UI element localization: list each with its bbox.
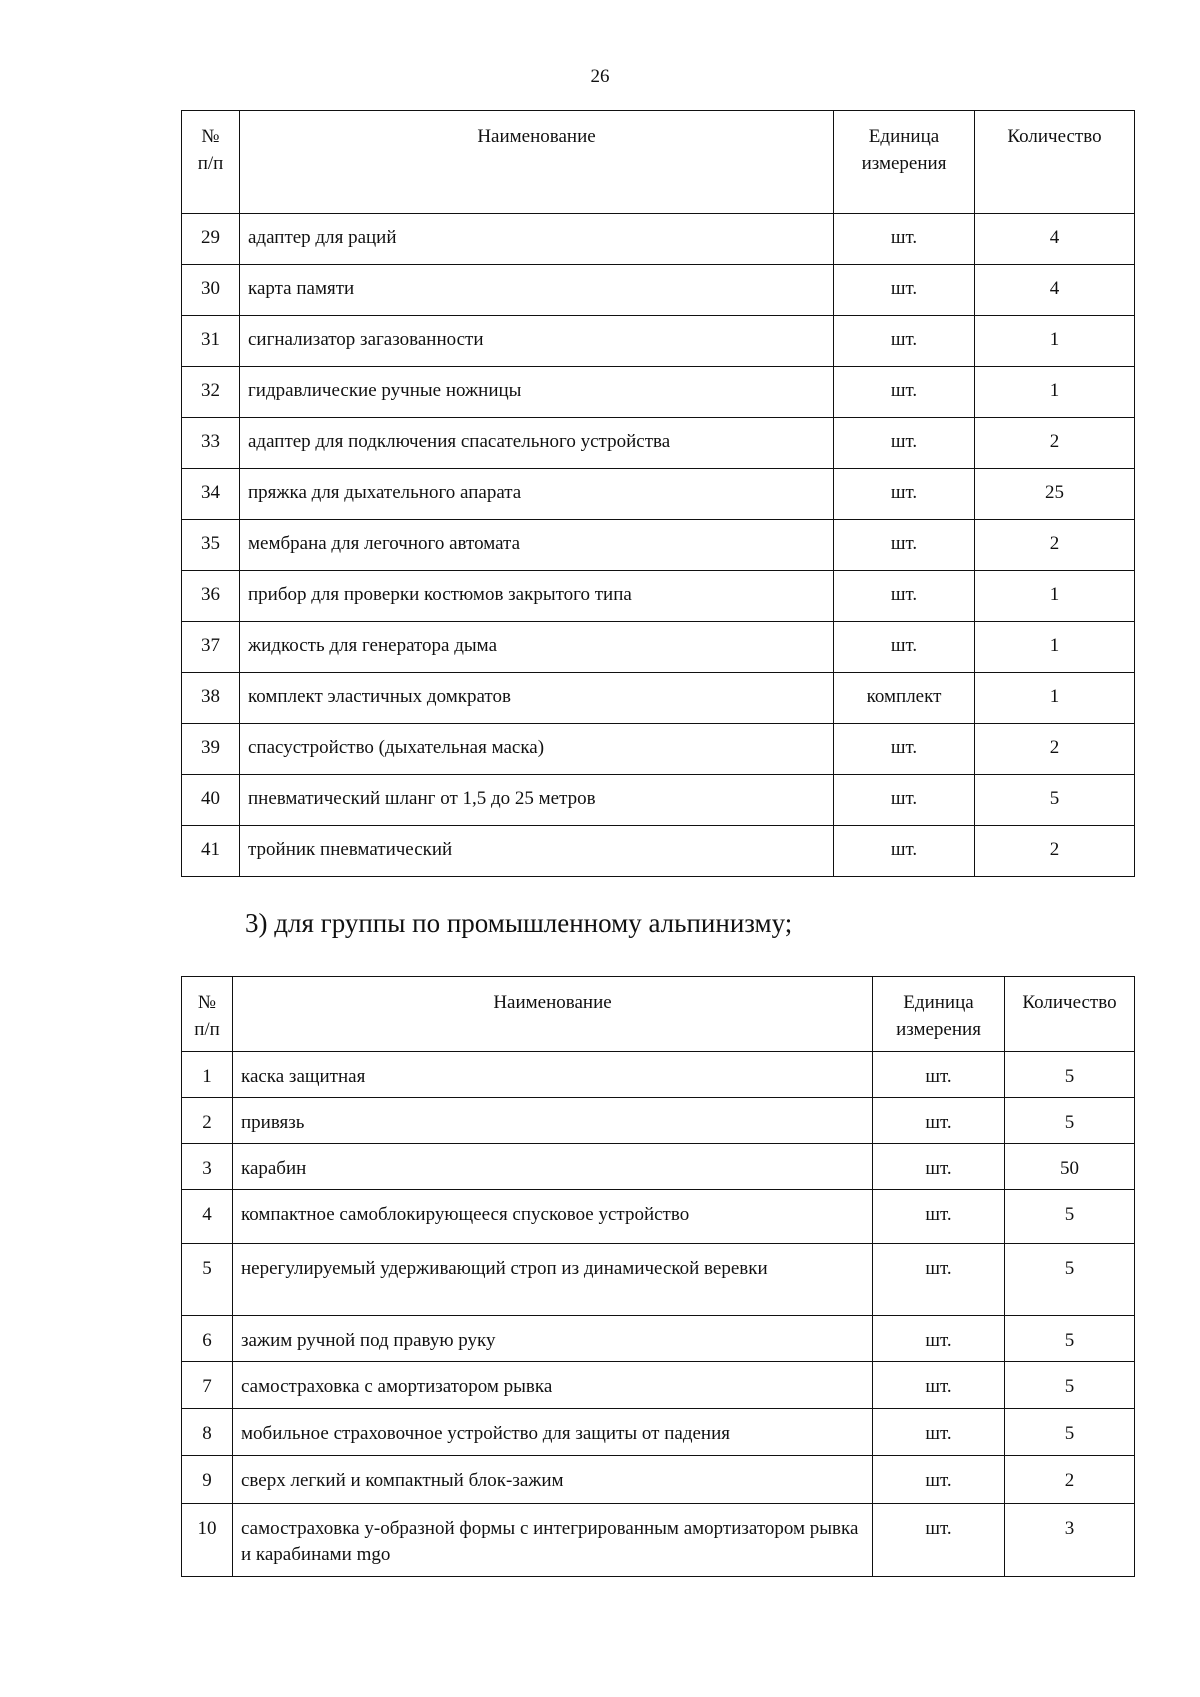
item-unit: шт. <box>873 1504 1005 1577</box>
item-name: комплект эластичных домкратов <box>240 673 834 724</box>
item-name: компактное самоблокирующееся спусковое устройство <box>233 1190 873 1244</box>
table-row <box>182 1190 1135 1244</box>
header-quantity <box>1005 977 1135 1052</box>
item-name: самостраховка с амортизатором рывка <box>233 1362 873 1409</box>
item-unit: шт. <box>873 1409 1005 1456</box>
table-row <box>182 1362 1135 1409</box>
table-row <box>182 1316 1135 1362</box>
section-heading: 3) для группы по промышленному альпинизму; <box>245 908 793 938</box>
item-unit: шт. <box>873 1098 1005 1144</box>
item-unit: комплект <box>834 673 975 724</box>
table-row <box>182 571 1135 622</box>
item-name: пневматический шланг от 1,5 до 25 метров <box>240 775 834 826</box>
item-name: мембрана для легочного автомата <box>240 520 834 571</box>
item-unit: шт. <box>873 1316 1005 1362</box>
table-row <box>182 724 1135 775</box>
item-unit: шт. <box>834 418 975 469</box>
item-name: самостраховка у-образной формы с интегрированным амортизатором рывка и карабинами mgo <box>233 1504 873 1577</box>
header-quantity-label: Количество <box>1007 126 1102 147</box>
table-row <box>182 673 1135 724</box>
item-number: 31 <box>182 316 240 367</box>
item-quantity: 50 <box>1005 1144 1135 1190</box>
item-number: 9 <box>182 1456 233 1504</box>
item-number: 3 <box>182 1144 233 1190</box>
item-name: сверх легкий и компактный блок-зажим <box>233 1456 873 1504</box>
header-unit <box>873 977 1005 1052</box>
item-name: карабин <box>233 1144 873 1190</box>
item-number: 6 <box>182 1316 233 1362</box>
table-row <box>182 265 1135 316</box>
item-number: 33 <box>182 418 240 469</box>
item-name: каска защитная <box>233 1052 873 1098</box>
table-body <box>182 1052 1135 1577</box>
header-name-label: Наименование <box>477 126 596 147</box>
item-quantity: 1 <box>975 622 1135 673</box>
item-unit: шт. <box>834 724 975 775</box>
table-row <box>182 826 1135 877</box>
item-number: 38 <box>182 673 240 724</box>
item-number: 30 <box>182 265 240 316</box>
item-quantity: 2 <box>975 418 1135 469</box>
item-quantity: 2 <box>1005 1456 1135 1504</box>
item-unit: шт. <box>834 826 975 877</box>
item-name: тройник пневматический <box>240 826 834 877</box>
item-unit: шт. <box>834 214 975 265</box>
item-quantity: 1 <box>975 673 1135 724</box>
item-unit: шт. <box>834 775 975 826</box>
item-quantity: 1 <box>975 571 1135 622</box>
item-name: жидкость для генератора дыма <box>240 622 834 673</box>
item-number: 29 <box>182 214 240 265</box>
item-quantity: 5 <box>1005 1409 1135 1456</box>
item-number: 2 <box>182 1098 233 1144</box>
equipment-table-2 <box>181 976 1135 1577</box>
table-row <box>182 520 1135 571</box>
table-row <box>182 469 1135 520</box>
item-quantity: 4 <box>975 214 1135 265</box>
item-unit: шт. <box>873 1052 1005 1098</box>
item-unit: шт. <box>834 520 975 571</box>
item-unit: шт. <box>873 1362 1005 1409</box>
header-quantity <box>975 111 1135 214</box>
table-row <box>182 316 1135 367</box>
item-quantity: 3 <box>1005 1504 1135 1577</box>
item-quantity: 5 <box>975 775 1135 826</box>
item-number: 41 <box>182 826 240 877</box>
header-name <box>233 977 873 1052</box>
table-row <box>182 1456 1135 1504</box>
table-row <box>182 1144 1135 1190</box>
item-unit: шт. <box>873 1244 1005 1316</box>
item-name: гидравлические ручные ножницы <box>240 367 834 418</box>
table-row <box>182 1052 1135 1098</box>
table-header-row <box>182 977 1135 1052</box>
item-quantity: 5 <box>1005 1362 1135 1409</box>
item-unit: шт. <box>834 265 975 316</box>
item-unit: шт. <box>834 622 975 673</box>
header-number <box>182 977 233 1052</box>
item-unit: шт. <box>834 316 975 367</box>
item-number: 5 <box>182 1244 233 1316</box>
header-unit-label: Единица измерения <box>861 126 947 174</box>
table-header-row <box>182 111 1135 214</box>
table-row <box>182 1409 1135 1456</box>
item-quantity: 1 <box>975 367 1135 418</box>
header-unit <box>834 111 975 214</box>
item-unit: шт. <box>834 571 975 622</box>
item-number: 37 <box>182 622 240 673</box>
item-quantity: 5 <box>1005 1244 1135 1316</box>
header-quantity-label: Количество <box>1022 992 1117 1013</box>
table-row <box>182 214 1135 265</box>
table-row <box>182 418 1135 469</box>
item-number: 7 <box>182 1362 233 1409</box>
item-number: 8 <box>182 1409 233 1456</box>
item-quantity: 2 <box>975 826 1135 877</box>
item-quantity: 25 <box>975 469 1135 520</box>
item-name: адаптер для подключения спасательного устройства <box>240 418 834 469</box>
equipment-table-1 <box>181 110 1135 877</box>
page-number: 26 <box>590 66 610 87</box>
item-unit: шт. <box>873 1144 1005 1190</box>
item-number: 36 <box>182 571 240 622</box>
header-unit-label: Единица измерения <box>896 992 981 1040</box>
item-quantity: 2 <box>975 724 1135 775</box>
item-name: привязь <box>233 1098 873 1144</box>
item-number: 35 <box>182 520 240 571</box>
table-row <box>182 367 1135 418</box>
item-name: адаптер для раций <box>240 214 834 265</box>
table-row <box>182 775 1135 826</box>
item-unit: шт. <box>834 469 975 520</box>
item-name: карта памяти <box>240 265 834 316</box>
item-name: спасустройство (дыхательная маска) <box>240 724 834 775</box>
item-quantity: 2 <box>975 520 1135 571</box>
item-unit: шт. <box>873 1190 1005 1244</box>
item-name: сигнализатор загазованности <box>240 316 834 367</box>
item-name: нерегулируемый удерживающий строп из динамической веревки <box>233 1244 873 1316</box>
table-row <box>182 1098 1135 1144</box>
item-name: мобильное страховочное устройство для защиты от падения <box>233 1409 873 1456</box>
item-number: 1 <box>182 1052 233 1098</box>
item-quantity: 5 <box>1005 1316 1135 1362</box>
item-number: 34 <box>182 469 240 520</box>
table-row <box>182 622 1135 673</box>
header-name <box>240 111 834 214</box>
item-quantity: 5 <box>1005 1190 1135 1244</box>
header-name-label: Наименование <box>493 992 612 1013</box>
table-body <box>182 214 1135 877</box>
item-unit: шт. <box>873 1456 1005 1504</box>
item-quantity: 5 <box>1005 1052 1135 1098</box>
item-quantity: 5 <box>1005 1098 1135 1144</box>
item-quantity: 4 <box>975 265 1135 316</box>
header-number <box>182 111 240 214</box>
table-row <box>182 1244 1135 1316</box>
item-number: 39 <box>182 724 240 775</box>
table-row <box>182 1504 1135 1577</box>
item-name: зажим ручной под правую руку <box>233 1316 873 1362</box>
item-name: пряжка для дыхательного апарата <box>240 469 834 520</box>
item-quantity: 1 <box>975 316 1135 367</box>
item-number: 10 <box>182 1504 233 1577</box>
item-number: 32 <box>182 367 240 418</box>
header-number-label: № п/п <box>197 126 224 174</box>
item-number: 4 <box>182 1190 233 1244</box>
item-name: прибор для проверки костюмов закрытого типа <box>240 571 834 622</box>
header-number-label: № п/п <box>194 992 220 1040</box>
item-number: 40 <box>182 775 240 826</box>
item-unit: шт. <box>834 367 975 418</box>
